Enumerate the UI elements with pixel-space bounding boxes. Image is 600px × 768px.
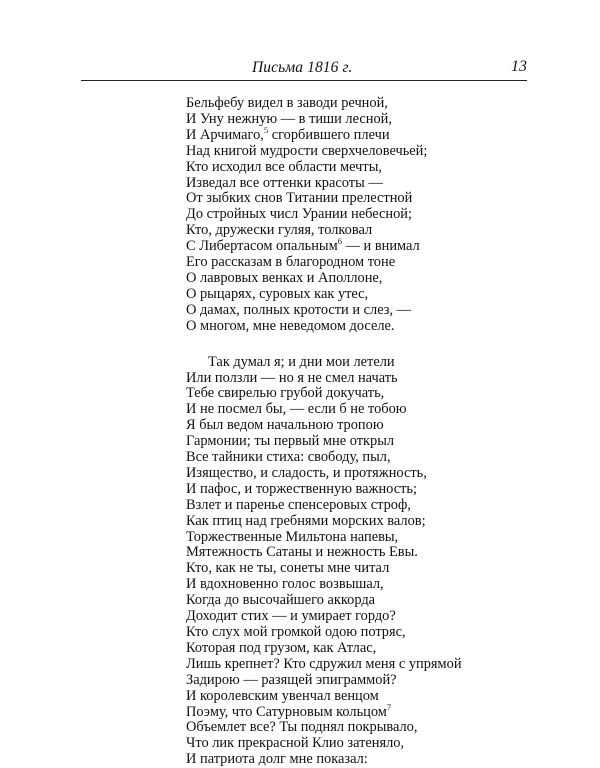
verse-line [186,482,486,498]
verse-line-text: До стройных числ Урании небесной; [186,206,412,223]
verse-line-text: И пафос, и торжественную важность; [186,480,417,497]
verse-line [186,514,486,530]
verse-line-text: Гармонии; ты первый мне открыл [186,433,395,450]
verse-line-text: Его рассказам в благородном тоне [186,254,396,271]
verse-line [186,96,486,112]
verse-line [186,720,486,736]
verse-line-text: И Уну нежную — в тиши лесной, [186,110,392,127]
verse-line-text: Когда до высочайшего аккорда [186,592,376,609]
verse-line-text: Кто, как не ты, сонеты мне читал [186,560,390,577]
verse-line-text: Доходит стих — и умирает гордо? [186,608,396,625]
verse-line-text: С Либертасом опальным [186,238,338,255]
verse-line-text: Как птиц над гребнями морских валов; [186,512,426,529]
verse-line-text: Кто исходил все области мечты, [186,158,382,175]
verse-line [186,450,486,466]
verse-line [186,176,486,192]
verse-line [186,207,486,223]
verse-line-text: Задирою — разящей эпиграммой? [186,671,397,688]
verse-line-text: Или ползли — но я не смел начать [186,369,398,386]
verse-line [186,255,486,271]
verse-line-text: И королевским увенчал венцом [186,687,379,704]
verse-line-text: Которая под грузом, как Атлас, [186,639,377,656]
verse-line [186,371,486,387]
header-rule [81,80,527,81]
verse-line [186,271,486,287]
stanza [186,355,486,768]
footnote-marker: 7 [386,701,392,712]
verse-line [186,418,486,434]
running-head [0,0,600,90]
verse-line [186,191,486,207]
verse-line [186,402,486,418]
verse-line [186,319,486,335]
verse-line-text: И не посмел бы, — если б не тобою [186,401,407,418]
verse-line [186,112,486,128]
verse-line [186,160,486,176]
verse-line-text: Так думал я; и дни мои летели [208,353,395,370]
verse-line [186,657,486,673]
page-number: 13 [511,58,527,75]
verse-line-text: Торжественные Мильтона напевы, [186,528,399,545]
verse-line [186,530,486,546]
verse-line [186,303,486,319]
verse-line-text: Над книгой мудрости сверхчеловечьей; [186,142,428,159]
running-title: Письма 1816 г. [252,59,353,76]
verse-line-text: Лишь крепнет? Кто сдружил меня с упрямой [186,655,462,672]
verse-line [186,752,486,768]
verse-line [186,355,486,371]
verse-line-text: Бельфебу видел в заводи речной, [186,95,388,111]
stanza [186,96,486,335]
footnote-marker: 5 [263,125,269,136]
verse-line-text: И патриота долг мне показал: [186,751,368,768]
verse-line-text: Тебе свирелью грубой докучать, [186,385,385,402]
verse-line-text: Изведал все оттенки красоты — [186,174,383,191]
verse-line-text: О многом, мне неведомом доселе. [186,317,395,334]
footnote-marker: 6 [337,236,342,247]
verse-line [186,236,486,255]
verse-line [186,466,486,482]
verse-line-text: О лавровых венках и Аполлоне, [186,269,383,286]
verse-line [186,434,486,450]
verse-line [186,736,486,752]
verse-line [186,561,486,577]
verse-line [186,545,486,561]
verse-line [186,125,486,144]
verse-line [186,287,486,303]
verse-line [186,689,486,705]
verse-line [186,577,486,593]
verse-line-text: Все тайники стиха: свободу, пыл, [186,449,391,466]
verse-line [186,144,486,160]
verse-line [186,386,486,402]
verse-line-text: О рыцарях, суровых как утес, [186,285,369,302]
verse-line-text: Я был ведом начальною тропою [186,417,384,434]
verse-line [186,609,486,625]
verse-line-text: От зыбких снов Титании прелестной [186,190,413,207]
verse-line-text: Поэму, что Сатурновым кольцом [186,703,387,720]
verse-line [186,498,486,514]
verse-line-text: И вдохновенно голос возвышал, [186,576,384,593]
verse-line-text: Объемлет все? Ты поднял покрывало, [186,719,418,736]
verse-line [186,593,486,609]
verse-line [186,641,486,657]
verse-line-continuation: сгорбившего плечи [268,126,390,143]
verse-line-text: Взлет и паренье спенсеровых строф, [186,496,411,513]
verse-line-text: Изящество, и сладость, и протяжность, [186,464,427,481]
verse-line [186,701,486,721]
verse-line [186,223,486,239]
verse-line-text: И Арчимаго, [186,126,264,143]
verse-line-text: Что лик прекрасной Клио затеняло, [186,735,405,752]
verse-line [186,625,486,641]
poem-text [186,96,486,768]
verse-line-text: Кто слух мой громкой одою потряс, [186,624,406,640]
verse-line-text: Мятежность Сатаны и нежность Евы. [186,544,418,561]
verse-line-continuation: — и внимал [341,238,420,255]
verse-line-text: Кто, дружески гуляя, толковал [186,222,373,239]
verse-line [186,673,486,689]
verse-line-text: О дамах, полных кротости и слез, — [186,301,412,318]
